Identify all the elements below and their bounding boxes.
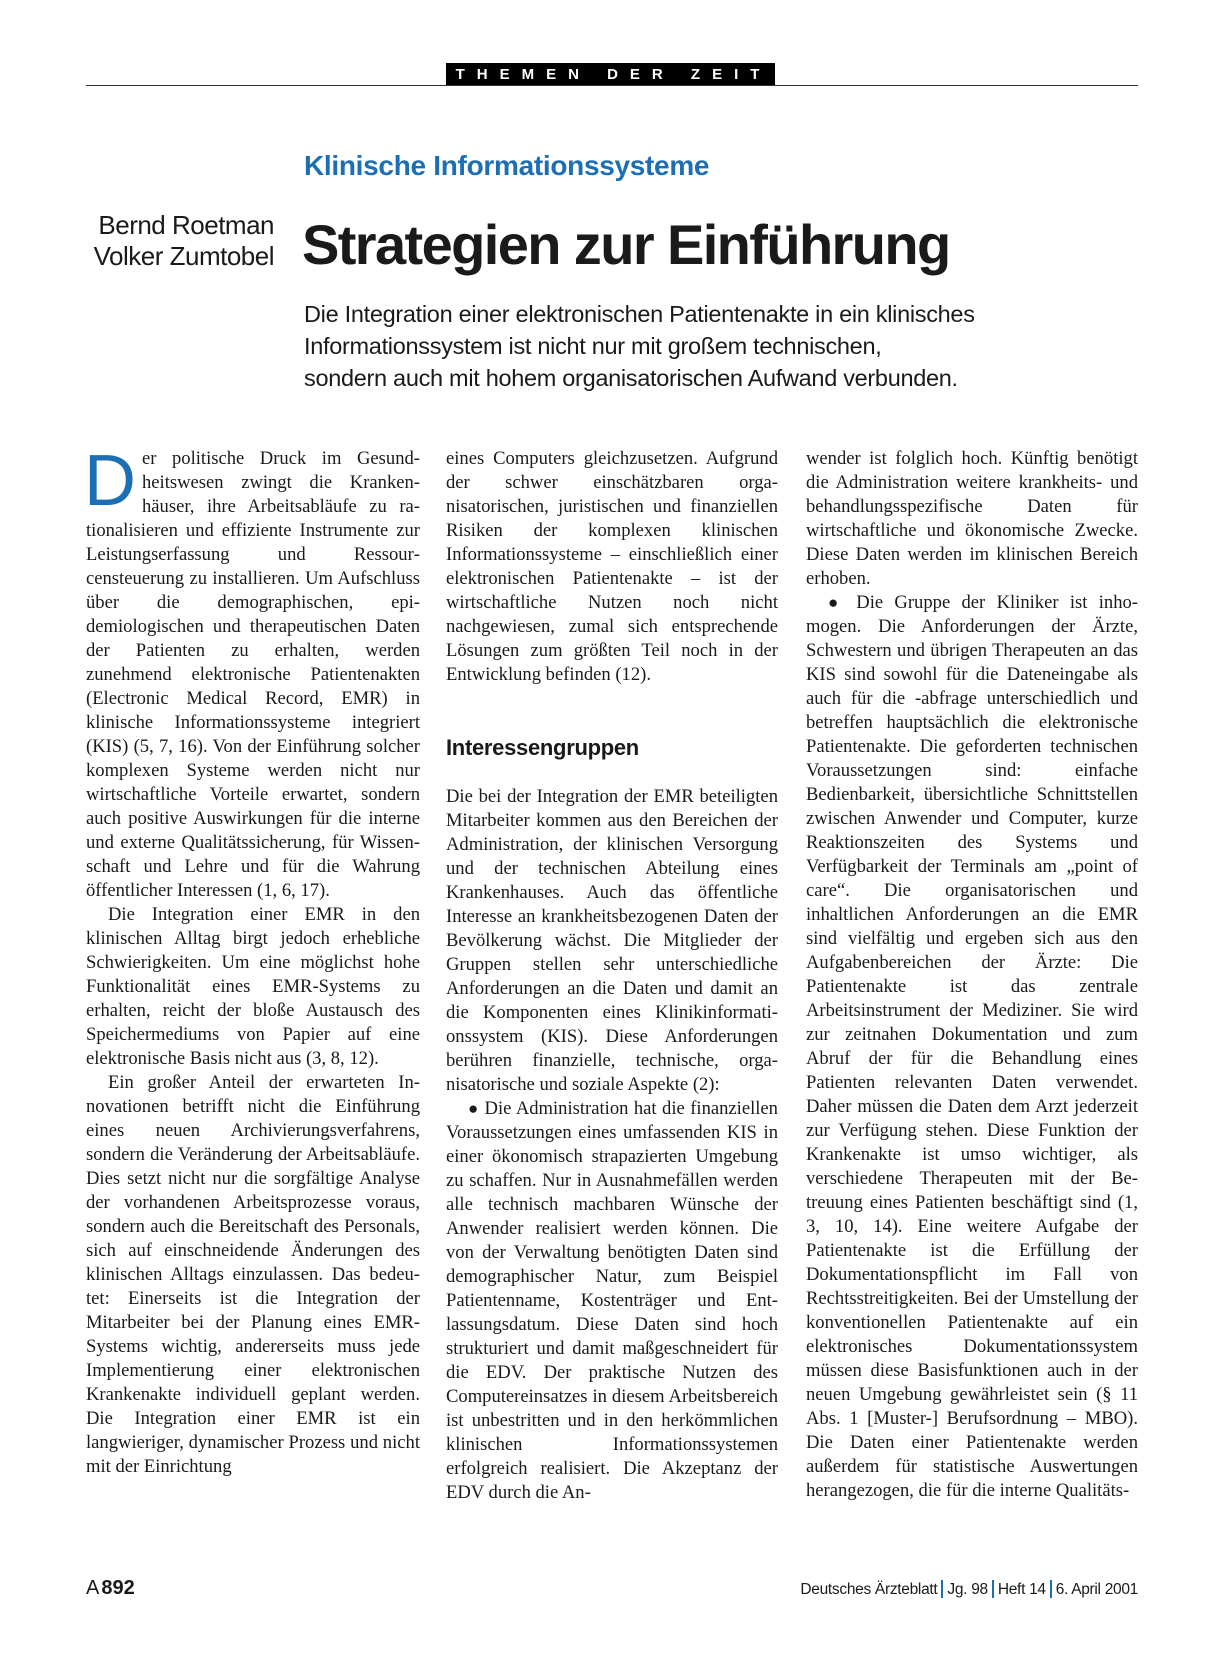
journal-issue: Heft 14	[997, 1581, 1046, 1598]
bullet-paragraph	[806, 591, 1138, 1503]
drop-cap: D	[84, 441, 136, 521]
body-column-1	[84, 441, 420, 1479]
author-name: Bernd Roetman	[98, 210, 274, 240]
header-divider	[86, 85, 1138, 86]
section-label: THEMEN DER ZEIT	[446, 63, 775, 85]
subtitle-line: Die Integration einer elektronischen Patientenakte in ein klinisches	[304, 301, 975, 327]
author-name: Volker Zumtobel	[93, 241, 274, 271]
journal-date: 6. April 2001	[1055, 1581, 1138, 1598]
paragraph: Die Integration einer EMR in den klinischen Alltag birgt jedoch erhebliche Schwierigkeiten. Um eine möglichst hohe Funktionalität eines EMR-Systems zu erhalten, reicht der bloße Austausch des Speichermediums von Papier auf eine elektronische Basis nicht aus (3, 8, 12).	[86, 904, 420, 1069]
body-column-2	[446, 447, 778, 1505]
footer-separator	[941, 1580, 943, 1598]
page-number-value: 892	[101, 1577, 135, 1599]
paragraph: Die bei der Integration der EMR beteiligten Mitarbeiter kommen aus den Bereichen der Administration, der klinischen Versorgung und der technischen Abteilung eines Krankenhauses. Auch das öffentliche Interesse an krankheitsbezogenen Daten der Bevölkerung wächst. Die Mitglieder der Gruppen stellen sehr unterschiedliche Anforderungen an die Daten und damit an die Komponenten eines Klinikinformationssystem (KIS). Diese Anforderungen berühren finanzielle, technische, organisatorische und soziale Aspekte (2):	[446, 786, 778, 1095]
authors	[70, 210, 274, 272]
journal-footer	[800, 1580, 1138, 1599]
article-title: Strategien zur Einführung	[302, 213, 950, 276]
paragraph: er politische Druck im Gesundheitswesen zwingt die Krankenhäuser, ihre Arbeitsabläufe zu rationalisieren und effiziente Instrumente zur Leistungserfassung und Ressourcensteuerung zu installieren. Um Aufschluss über die demographischen, epidemiologischen und therapeutischen Daten der Patienten zu erhalten, werden zunehmend elektronische Patientenakten (Electronic Medical Record, EMR) in klinische Informationssysteme integriert (KIS) (5, 7, 16). Von der Einführung solcher komplexen Systeme werden nicht nur wirtschaftliche Vorteile erwartet, sondern auch positive Auswirkungen für die interne und externe Qualitätssicherung, für Wissenschaft und Lehre und für die Wahrung öffentlicher Interessen (1, 6, 17).	[86, 448, 420, 901]
body-column-3	[806, 447, 1138, 1503]
footer-separator	[992, 1580, 994, 1598]
paragraph: Ein großer Anteil der erwarteten Innovationen betrifft nicht die Einführung eines neuen Archivierungsverfahrens, sondern die Veränderung der Arbeitsabläufe. Dies setzt nicht nur die sorgfältige Analyse der vorhandenen Arbeitsprozesse voraus, sondern auch die Bereitschaft des Personals, sich auf einschneidende Änderungen des klinischen Alltags einzulassen. Das bedeutet: Einerseits ist die Integration der Mitarbeiter bei der Planung eines EMR-Systems wichtig, andererseits muss jede Implementierung einer elektronischen Krankenakte individuell geplant werden. Die Integration einer EMR ist ein langwieriger, dynamischer Prozess und nicht mit der Einrichtung	[86, 1072, 420, 1477]
page-prefix: A	[86, 1577, 100, 1599]
bullet-icon: ●	[828, 593, 845, 612]
journal-volume: Jg. 98	[947, 1581, 988, 1598]
footer-separator	[1050, 1580, 1052, 1598]
article-subtitle	[304, 298, 1144, 394]
journal-name: Deutsches Ärzteblatt	[800, 1581, 938, 1598]
section-heading: Interessengruppen	[446, 735, 639, 760]
subtitle-line: Informationssystem ist nicht nur mit großem technischen,	[304, 333, 882, 359]
bullet-icon: ●	[468, 1099, 480, 1118]
article-kicker: Klinische Informationssysteme	[304, 150, 710, 181]
bullet-paragraph	[446, 1097, 778, 1505]
paragraph: eines Computers gleichzusetzen. Aufgrund der schwer einschätzbaren organisatorischen, juristischen und finanziellen Risiken der komplexen klinischen Informationssysteme – einschließlich einer elektronischen Patientenakte – ist der wirtschaftliche Nutzen noch nicht nachgewiesen, zumal sich entsprechende Lösungen zum größten Teil noch in der Entwicklung befinden (12).	[446, 448, 778, 685]
paragraph-text: Die Administration hat die finanziellen Voraussetzungen eines umfassenden KIS in einer ökonomisch strapazierten Umgebung zu schaffen. Nur in Ausnahmefällen werden alle technisch machbaren Wünsche der Anwender realisiert werden können. Die von der Verwaltung benötigten Daten sind demographischer Natur, zum Beispiel Patientenname, Kostenträger und Entlassungsdatum. Diese Daten sind hoch strukturiert und damit maßgeschneidert für die EDV. Der praktische Nutzen des Computereinsatzes in diesem Arbeitsbereich ist unbestritten und in den herkömmlichen klinischen Informationssystemen erfolgreich realisiert. Die Akzeptanz der EDV durch die An-	[446, 1098, 778, 1503]
paragraph: wender ist folglich hoch. Künftig benötigt die Administration weitere krankheits- und behandlungsspezifische Daten für wirtschaftliche und ökonomische Zwecke. Diese Daten werden im klinischen Bereich erhoben.	[806, 448, 1138, 589]
subtitle-line: sondern auch mit hohem organisatorischen Aufwand verbunden.	[304, 365, 958, 391]
paragraph-text: Die Gruppe der Kliniker ist inhomogen. Die Anforderungen der Ärzte, Schwestern und übrigen Therapeuten an das KIS sind sowohl für die Dateneingabe als auch für die -abfrage unterschiedlich und betreffen hauptsächlich die elektronische Patientenakte. Die geforderten technischen Voraussetzungen sind: einfache Bedienbarkeit, übersichtliche Schnittstellen zwischen Anwender und Computer, kurze Reaktionszeiten des Systems und Verfügbarkeit der Terminals am „point of care“. Die organisatorischen und inhaltlichen Anforderungen an die EMR sind vielfältig und ergeben sich aus den Aufgabenbereichen der Ärzte: Die Patientenakte ist das zentrale Arbeitsinstrument der Mediziner. Sie wird zur zeitnahen Dokumentation und zum Abruf der für die Behandlung eines Patienten relevanten Daten verwendet. Daher müssen die Daten dem Arzt jederzeit zur Verfügung stehen. Diese Funktion der Krankenakte ist umso wichtiger, als verschiedene Therapeuten mit der Betreuung eines Patienten beschäftigt sind (1, 3, 10, 14). Eine weitere Aufgabe der Patientenakte ist die Erfüllung der Dokumentationspflicht im Fall von Rechtsstreitigkeiten. Bei der Umstellung der konventionellen Patientenakte auf ein elektronisches Dokumentationssystem müssen diese Basisfunktionen auch in der neuen Umgebung gewährleistet sein (§ 11 Abs. 1 [Muster-] Berufsordnung – MBO). Die Daten einer Patientenakte werden außerdem für statistische Auswertungen herangezogen, die für die interne Qualitäts-	[806, 592, 1138, 1501]
page-number	[86, 1577, 135, 1600]
